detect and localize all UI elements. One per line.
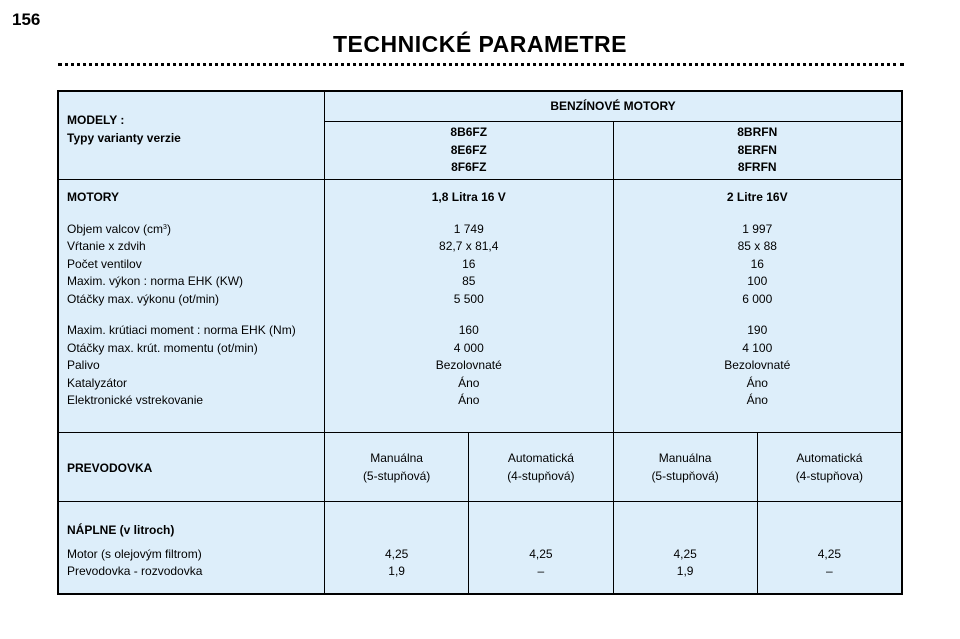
models-label: MODELY :: [67, 113, 125, 127]
fill-gear: 1,9: [388, 564, 405, 578]
spec-table: [57, 90, 903, 595]
engine-value: Áno: [746, 393, 768, 407]
engine-value: 160: [458, 323, 479, 337]
fills-section-label: NÁPLNE (v litroch): [67, 523, 175, 537]
page-title: TECHNICKÉ PARAMETRE: [332, 31, 628, 57]
engine-param-label: Palivo: [67, 358, 100, 372]
fill-row-label: Motor (s olejovým filtrom): [67, 546, 202, 561]
engine-value: 6 000: [742, 291, 773, 306]
engine-param-label: Počet ventilov: [67, 256, 142, 271]
fill-oil: 4,25: [529, 546, 553, 561]
engine-value: 1 749: [453, 221, 484, 236]
fills-labels: [59, 502, 325, 593]
engine-col-a: [325, 180, 613, 432]
types-label: Typy varianty verzie: [67, 130, 181, 145]
fill-oil: 4,25: [673, 546, 697, 561]
engine-param-label: Otáčky max. krút. momentu (ot/min): [67, 340, 258, 355]
engine-param-label: Katalyzátor: [67, 375, 128, 390]
gearbox-col: [757, 433, 901, 501]
engine-value: 4 100: [742, 340, 773, 355]
page-number: 156: [12, 10, 41, 29]
engine-param-label: Vŕtanie x zdvih: [67, 239, 146, 253]
gearbox-speeds: (5-stupňová): [362, 468, 431, 483]
gearbox-type: Manuálna: [370, 451, 423, 465]
code-b-1: 8BRFN: [737, 125, 778, 139]
engine-value: 16: [462, 256, 476, 271]
engine-value: 5 500: [453, 291, 484, 306]
fill-gear: –: [537, 564, 545, 578]
engine-param-label: Maxim. výkon : norma EHK (KW): [67, 274, 244, 288]
fill-gear: –: [826, 564, 833, 578]
engine-col-b: [613, 180, 902, 432]
gearbox-row: [59, 433, 901, 502]
fill-row-label: Prevodovka - rozvodovka: [67, 564, 203, 578]
fill-oil: 4,25: [384, 546, 409, 561]
gearbox-label: PREVODOVKA: [67, 461, 153, 475]
gearbox-values: [325, 433, 901, 501]
engine-value: 85: [462, 274, 476, 288]
engine-value: Áno: [746, 375, 768, 390]
engine-section-label: MOTORY: [67, 190, 120, 204]
engine-row: [59, 180, 901, 433]
engine-group-title: BENZÍNOVÉ MOTORY: [325, 92, 901, 122]
header-values: [325, 92, 901, 179]
fill-gear: 1,9: [676, 564, 694, 578]
fills-col: [325, 502, 468, 593]
engine-param-label: Otáčky max. výkonu (ot/min): [67, 291, 220, 306]
engine-value: Áno: [458, 375, 480, 390]
engine-value: 1 997: [742, 221, 773, 236]
engine-b-name: 2 Litre 16V: [726, 190, 788, 204]
engine-value: 4 000: [453, 340, 484, 355]
engine-labels: [59, 180, 325, 432]
gearbox-speeds: (4-stupňová): [507, 468, 575, 483]
gearbox-col: [613, 433, 757, 501]
gearbox-speeds: (4-stupňova): [795, 468, 864, 483]
engine-a-name: 1,8 Litra 16 V: [431, 190, 506, 204]
engine-param-label: Objem valcov $(cm^3)$: [67, 221, 171, 236]
fills-values: [325, 502, 901, 593]
fills-row: [59, 502, 901, 593]
gearbox-type: Automatická: [796, 451, 863, 465]
engine-value: 85 x 88: [737, 239, 777, 253]
gearbox-type: Automatická: [507, 451, 574, 465]
fills-col: [757, 502, 901, 593]
engine-value: Áno: [458, 393, 480, 407]
engine-value: 82,7 x 81,4: [439, 239, 499, 253]
codes-col-b: [613, 122, 902, 179]
engine-codes: [325, 122, 901, 179]
gearbox-col: [468, 433, 612, 501]
code-a-2: 8E6FZ: [450, 142, 487, 157]
engine-value: 100: [747, 274, 768, 288]
code-a-1: 8B6FZ: [450, 125, 488, 139]
gearbox-label-cell: [59, 433, 325, 501]
code-a-3: 8F6FZ: [451, 160, 487, 174]
code-b-3: 8FRFN: [737, 160, 777, 174]
codes-col-a: [325, 122, 613, 179]
gearbox-col: [325, 433, 468, 501]
code-b-2: 8ERFN: [737, 142, 777, 157]
engine-value: 16: [750, 256, 764, 271]
engine-param-label: Elektronické vstrekovanie: [67, 393, 204, 407]
fill-oil: 4,25: [817, 546, 842, 561]
header-row: [59, 92, 901, 180]
engine-values: [325, 180, 901, 432]
engine-value: 190: [747, 323, 768, 337]
engine-param-label: Maxim. krútiaci moment : norma EHK (Nm): [67, 323, 296, 337]
engine-value: Bezolovnaté: [724, 358, 791, 372]
gearbox-type: Manuálna: [658, 451, 712, 465]
engine-value: Bezolovnaté: [435, 358, 502, 372]
models-label-cell: [59, 92, 325, 179]
gearbox-speeds: (5-stupňová): [651, 468, 719, 483]
fills-col: [468, 502, 612, 593]
dotted-divider: [58, 63, 904, 66]
fills-col: [613, 502, 757, 593]
